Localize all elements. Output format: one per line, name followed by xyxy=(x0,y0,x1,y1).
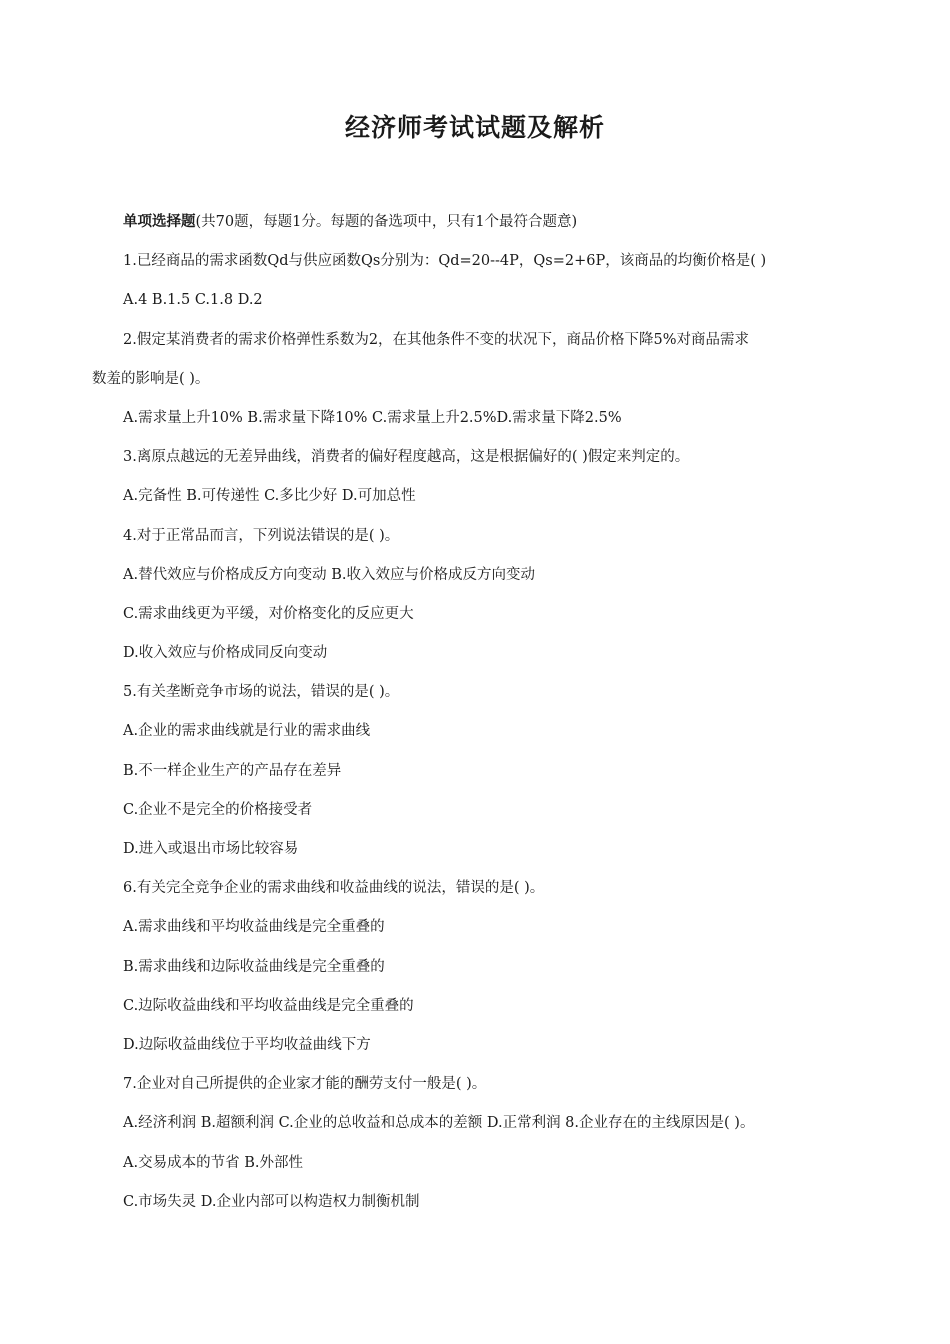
question-3: 3.离原点越远的无差异曲线，消费者的偏好程度越高，这是根据偏好的( )假定来判定的。 xyxy=(123,449,690,466)
question-2-continued: 数羞的影响是( )。 xyxy=(92,370,210,387)
question-7: 7.企业对自己所提供的企业家才能的酬劳支付一般是( )。 xyxy=(123,1076,487,1093)
question-5-option-b: B.不一样企业生产的产品存在差异 xyxy=(123,762,342,779)
section-label: 单项选择题 xyxy=(123,214,196,230)
question-3-options: A.完备性 B.可传递性 C.多比少好 D.可加总性 xyxy=(123,488,416,505)
document-body xyxy=(92,203,882,1222)
question-1-options: A.4 B.1.5 C.1.8 D.2 xyxy=(123,292,263,309)
question-5-option-c: C.企业不是完全的价格接受者 xyxy=(123,801,313,818)
section-note: (共70题，每题1分。每题的备选项中，只有1个最符合题意) xyxy=(195,214,578,230)
question-5: 5.有关垄断竞争市场的说法，错误的是( )。 xyxy=(123,684,400,701)
question-8-options-ab: A.交易成本的节省 B.外部性 xyxy=(123,1154,303,1171)
question-6-option-b: B.需求曲线和边际收益曲线是完全重叠的 xyxy=(123,958,385,975)
question-5-option-d: D.进入或退出市场比较容易 xyxy=(123,841,299,857)
question-6: 6.有关完全竞争企业的需求曲线和收益曲线的说法，错误的是( )。 xyxy=(123,880,545,897)
question-2-options: A.需求量上升10% B.需求量下降10% C.需求量上升2.5%D.需求量下降2.5% xyxy=(123,409,622,426)
question-7-options-and-question-8: A.经济利润 B.超额利润 C.企业的总收益和总成本的差额 D.正常利润 8.企业存在的主线原因是( )。 xyxy=(123,1115,755,1132)
question-2: 2.假定某消费者的需求价格弹性系数为2，在其他条件不变的状况下，商品价格下降5%对商品需求 xyxy=(123,331,750,348)
question-4-option-c: C.需求曲线更为平缓，对价格变化的反应更大 xyxy=(123,605,414,622)
question-6-option-a: A.需求曲线和平均收益曲线是完全重叠的 xyxy=(123,919,385,936)
question-5-option-a: A.企业的需求曲线就是行业的需求曲线 xyxy=(123,723,371,740)
question-4-option-d: D.收入效应与价格成同反向变动 xyxy=(123,645,328,662)
question-1: 1.已经商品的需求函数Qd与供应函数Qs分别为：Qd=20--4P，Qs=2+6P，该商品的均衡价格是( ) xyxy=(123,253,767,270)
question-6-option-d: D.边际收益曲线位于平均收益曲线下方 xyxy=(123,1036,371,1053)
page-title: 经济师考试试题及解析 xyxy=(344,113,605,142)
section-header xyxy=(92,203,882,242)
question-8-options-cd: C.市场失灵 D.企业内部可以构造权力制衡机制 xyxy=(123,1193,420,1210)
question-4-options-ab: A.替代效应与价格成反方向变动 B.收入效应与价格成反方向变动 xyxy=(123,566,535,583)
question-4: 4.对于正常品而言，下列说法错误的是( )。 xyxy=(123,527,400,544)
question-6-option-c: C.边际收益曲线和平均收益曲线是完全重叠的 xyxy=(123,997,414,1014)
